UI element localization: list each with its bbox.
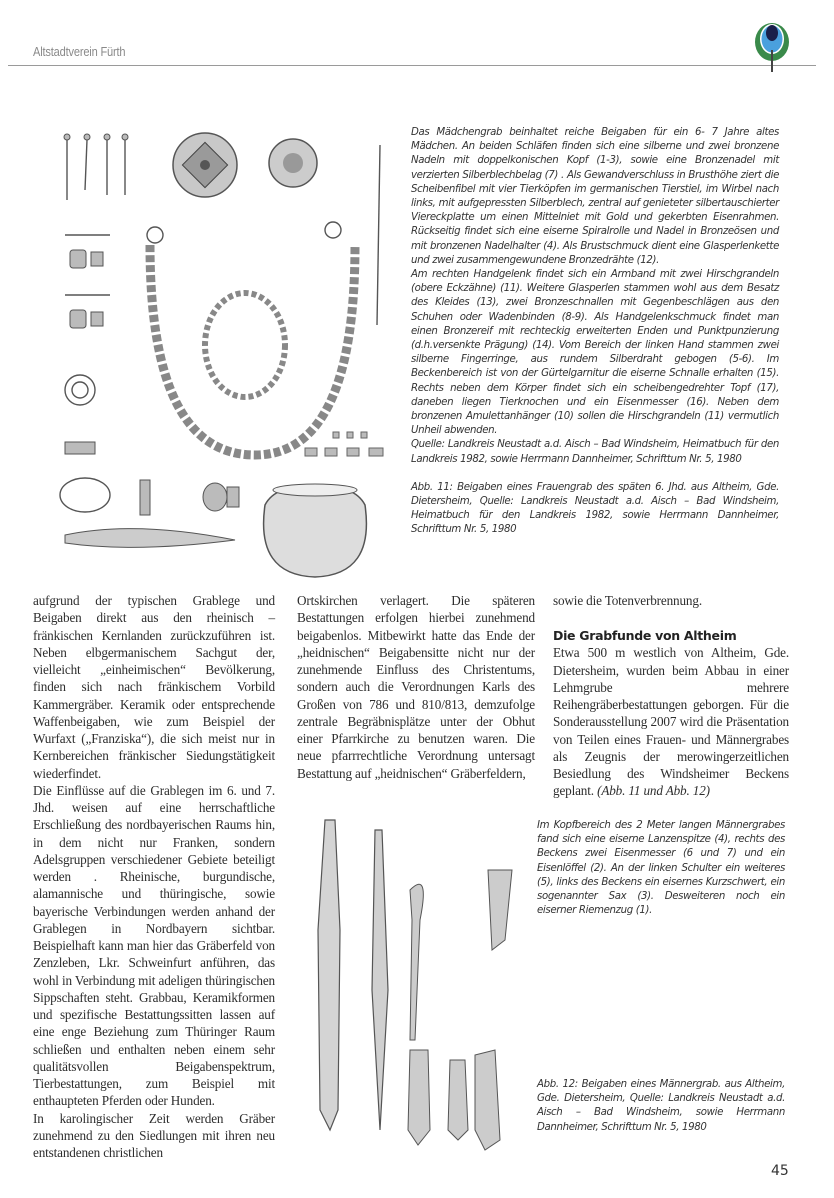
- tree-logo-icon: [752, 22, 792, 72]
- page-number: 45: [771, 1163, 789, 1179]
- paragraph: Die Einflüsse auf die Grablegen im 6. und 7. Jhd. weisen auf eine herrschaftliche Erschließung des nordbayerischen Raums hin, in dem nicht nur Franken, sondern Adelsgruppen verschiedener Gebiete beteiligt werden . Rheinische, burgundische, alamannische und thüringische, sowie bayerische Verbindungen werden anhand der Grablegen in Nordbayern sichtbar. Beispielhaft kann man hier das Gräberfeld von Zenzleben, Lkr. Schweinfurt anführen, das wohl in Verbindung mit adeligen thüringischen Sippschaften steht. Grabbau, Keramikformen und spezifische Bestattungssitten lassen auf eine enge Beziehung zum Thüringer Raum schließen und enthalten neben einem sehr qualitätsvollen Beigabenspektrum, Tierbestattungen, zum Beispiel mit enthaupteten Pferden oder Hunden.: [33, 782, 275, 1109]
- paragraph: Etwa 500 m westlich von Altheim, Gde. Dietersheim, wurden beim Abbau in einer Lehmgrube mehrere Reihengräberbestattungen geborgen. Für die Sonderausstellung 2007 wird die Präsentation von Teilen eines Frauen- und Männergrabes als Zeugnis der merowingerzeitlichen Besiedlung des Windsheimer Beckens geplant.: [553, 645, 789, 799]
- figure-11-caption: Abb. 11: Beigaben eines Frauengrab des späten 6. Jhd. aus Altheim, Gde. Dietersheim, Quelle: Landkreis Neustadt a.d. Aisch – Bad Windsheim, Heimatbuch für den Landkreis 1982, sowie Herrmann Dannheimer, Schrifttum Nr. 5, 1980: [411, 481, 779, 536]
- figure-11-description-p1: Das Mädchengrab beinhaltet reiche Beigaben für ein 6- 7 Jahre altes Mädchen. An beiden Schläfen finden sich eine silberne und zwei bronzene Nadeln mit doppelkonischen Kopf (1-3), sowie eine Bronzenadel mit verzierten Silberblechbelag (7) . Als Gewandverschluss in Brusthöhe ziert die Scheibenfibel mit vier Tierköpfen im germanischen Tierstiel, im Wirbel nach links, mit aufgepressten Silberblech, zentral auf genieteter silbertauschierter Viereckplatte um einen Mittelniet mit Gold und gekerbten Eisenrahmen. Rückseitig findet sich eine eiserne Spiralrolle und Nadel in Bronzeösen und mit bronzenen Nadelhalter (4). Als Brustschmuck dient eine Glasperlenkette und zwei zusammengewundene Bronzedrähte (12).: [411, 127, 779, 266]
- paragraph: sowie die Totenverbrennung.: [553, 593, 702, 608]
- paragraph: In karolingischer Zeit werden Gräber zunehmend zu den Siedlungen mit ihren neu entstandenen christlichen: [33, 1110, 275, 1160]
- body-column-3: [553, 592, 789, 800]
- paragraph: Ortskirchen verlagert. Die späteren Bestattungen erfolgen hierbei zunehmend beigabenlos. Mitbewirkt hatte das Ende der „heidnischen“ Beigabensitte nicht nur der zunehmende Einfluss des Christentums, sondern auch die Verordnungen Karls des Großen von 786 und 810/813, demzufolge zentrale Begräbnisplätze unter der Obhut einer Pfarrkirche zu benutzen waren. Die neue pfarrrechtliche Verordnung untersagt Bestattung auf „heidnischen“ Gräberfeldern,: [297, 593, 535, 781]
- figure-12-description: Im Kopfbereich des 2 Meter langen Männergrabes fand sich eine eiserne Lanzenspitze (4), rechts des Beckens zwei Eisenmesser (6 und 7) und ein Eisenlöffel (2). An der linken Schulter ein weiteres (5), links des Beckens ein eisernes Kurzschwert, ein sogenannter Sax (3). Desweiteren noch ein eiserner Riemenzug (1).: [537, 820, 785, 917]
- pot-drawing: [264, 484, 367, 577]
- buckles-drawing: [65, 235, 110, 328]
- strap-drawing: [488, 870, 512, 950]
- spoon-drawing: [410, 884, 423, 1040]
- figure-12-weapons-drawing: [300, 810, 525, 1155]
- figure-11-description-p2: Am rechten Handgelenk findet sich ein Armband mit zwei Hirschgrandeln (obere Eckzähne) (11). Weitere Glasperlen stammen wohl aus dem Besatz des Kleides (13), zwei Bronzeschnallen mit Gegenbeschlägen aus den Schuhen oder Wadenbinden (8-9). Als Handgelenkschmuck findet man einen Bronzereif mit rechteckig erweiterten Enden und Punktpunzierung (d.h.versenkte Prägung) (14). Vom Bereich der linken Hand stammen zwei silberne Fingerringe, aus rundem Silberdraht gebogen (5-6). Im Beckenbereich ist von der Gürtelgarnitur die eiserne Schnalle erhalten (15). Rechts neben dem Körper findet sich ein scheibengedrehter Topf (17), daneben liegen Tierknochen und ein Eisenmesser (16). Neben dem bronzenen Amulettanhänger (10) sollen die Hirschgrandeln (11) vermutlich Unheil abwenden.: [411, 269, 779, 437]
- figure-11-description: [411, 126, 779, 538]
- pins-drawing: [64, 134, 128, 200]
- figure-11-source: Quelle: Landkreis Neustadt a.d. Aisch – Bad Windsheim, Heimatbuch für den Landkreis 1982, sowie Herrmann Dannheimer, Schrifttum Nr. 5, 1980: [411, 439, 779, 465]
- header-divider: [8, 65, 816, 66]
- figure-12-caption: Abb. 12: Beigaben eines Männergrab. aus Altheim, Gde. Dietersheim, Quelle: Landkreis Neustadt a.d. Aisch – Bad Windsheim, sowie Herrmann Dannheimer, Schrifttum Nr. 5, 1980: [537, 1079, 785, 1133]
- body-column-1: [33, 592, 275, 1161]
- sax-drawing: [318, 820, 340, 1130]
- figure-11-grave-goods-drawing: [55, 125, 395, 580]
- section-heading: Die Grabfunde von Altheim: [553, 628, 737, 644]
- publication-title: Altstadtverein Fürth: [33, 44, 126, 59]
- disc-brooch-drawing: [173, 133, 317, 197]
- body-column-2: [297, 592, 535, 782]
- figure-reference: (Abb. 11 und Abb. 12): [597, 783, 710, 799]
- paragraph: aufgrund der typischen Grablege und Beigaben direkt aus den rheinisch – fränkischen Kernlanden zurückzuführen ist. Neben elbgermanischem Sachgut der, vielleicht „einheimischen“ Bevölkerung, finden sich nach fränkischem Vorbild Kammergräber. Keramik oder entsprechende Waffenbeigaben, wie zum Beispiel der Wurfaxt („Franziska“), die sich meist nur in Kernbereichen fränkischer Siedungstätigkeit wiederfindet.: [33, 593, 275, 781]
- bead-necklace-drawing: [150, 245, 355, 455]
- lance-drawing: [372, 830, 388, 1130]
